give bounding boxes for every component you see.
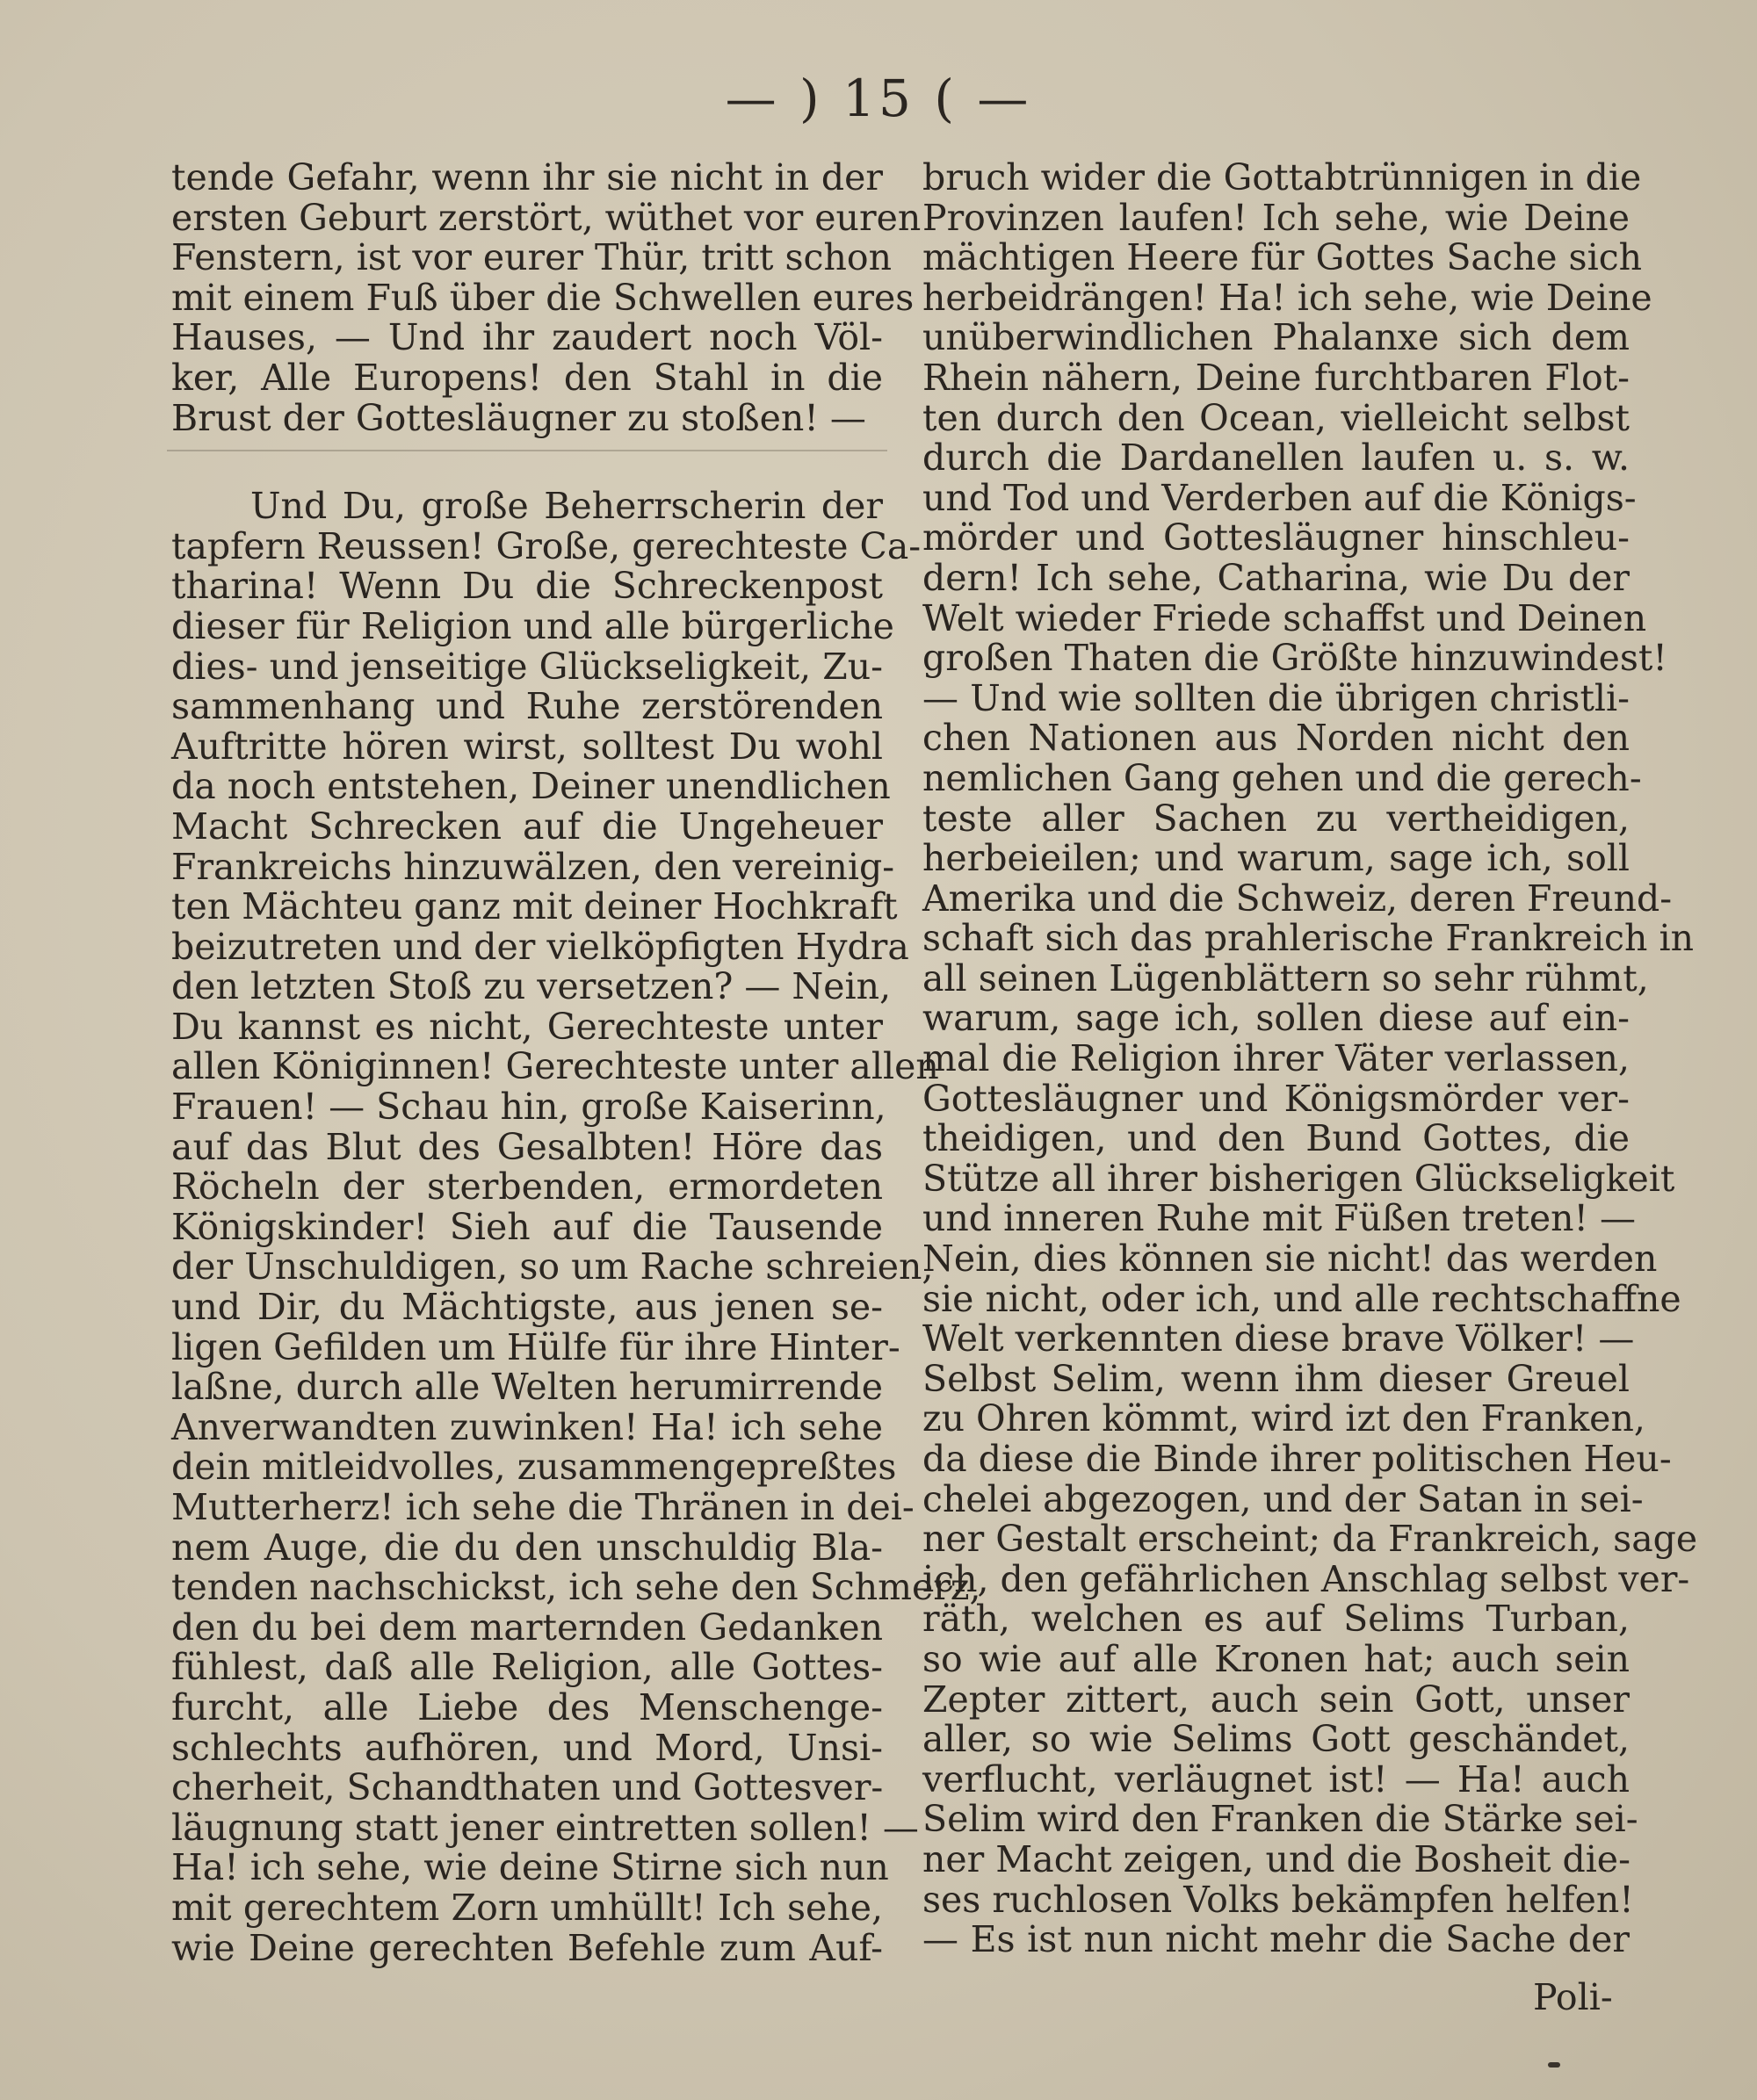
text-line: ses ruchlosen Volks bekämpfen helfen!	[922, 1878, 1634, 1921]
text-line: tenden nachschickst, ich sehe den Schmerz,	[171, 1566, 981, 1609]
text-line: der Unschuldigen, so um Rache schreien,	[171, 1245, 934, 1288]
text-line: tapfern Reussen! Große, gerechteste Ca-	[171, 524, 922, 567]
text-line: Brust der Gottesläugner zu stoßen! —	[171, 396, 866, 439]
text-line: ten Mächteu ganz mit deiner Hochkraft	[171, 885, 898, 928]
text-line: und Tod und Verderben auf die Königs-	[922, 476, 1637, 519]
text-line: unüberwindlichen Phalanxe sich dem	[922, 316, 1630, 359]
paragraph-2	[171, 485, 981, 1969]
text-line: schaft sich das prahlerische Frankreich in	[922, 917, 1694, 960]
text-line: theidigen, und den Bund Gottes, die	[922, 1117, 1630, 1160]
text-line: Selim wird den Franken die Stärke sei-	[922, 1798, 1638, 1841]
text-line: Anverwandten zuwinken! Ha! ich sehe	[171, 1405, 883, 1448]
text-line: beizutreten und der vielköpfigten Hydra	[171, 925, 909, 968]
text-line: chelei abgezogen, und der Satan in sei-	[922, 1477, 1644, 1520]
text-line: Mutterherz! ich sehe die Thränen in dei-	[171, 1486, 915, 1528]
text-line: da noch entstehen, Deiner unendlichen	[171, 765, 891, 808]
text-line: durch die Dardanellen laufen u. s. w.	[922, 437, 1630, 480]
text-line: cherheit, Schandthaten und Gottesver-	[171, 1766, 884, 1809]
text-line: großen Thaten die Größte hinzuwindest!	[922, 637, 1667, 680]
text-line: Welt verkennten diese brave Völker! —	[922, 1317, 1635, 1360]
text-line: herbeidrängen! Ha! ich sehe, wie Deine	[922, 276, 1652, 319]
text-line: ner Macht zeigen, und die Bosheit die-	[922, 1837, 1630, 1880]
text-line: Ha! ich sehe, wie deine Stirne sich nun	[171, 1846, 889, 1889]
text-line: — Und wie sollten die übrigen christli-	[922, 676, 1630, 719]
text-line: Und Du, große Beherrscherin der	[250, 485, 883, 528]
text-line: dies- und jenseitige Glückseligkeit, Zu-	[171, 645, 883, 688]
right-paragraph	[922, 156, 1698, 1961]
text-line: ligen Gefilden um Hülfe für ihre Hinter-	[171, 1325, 900, 1368]
text-line: nem Auge, die du den unschuldig Bla-	[171, 1526, 883, 1569]
text-line: fühlest, daß alle Religion, alle Gottes-	[171, 1646, 883, 1689]
text-line: Rhein nähern, Deine furchtbaren Flot-	[922, 356, 1630, 399]
text-line: tende Gefahr, wenn ihr sie nicht in der	[171, 156, 883, 198]
text-line: Macht Schrecken auf die Ungeheuer	[171, 805, 883, 848]
text-line: warum, sage ich, sollen diese auf ein-	[922, 997, 1630, 1040]
text-line: laßne, durch alle Welten herumirrende	[171, 1366, 883, 1409]
text-line: chen Nationen aus Norden nicht den	[922, 717, 1630, 760]
text-line: Frauen! — Schau hin, große Kaiserinn,	[171, 1086, 886, 1129]
text-line: Gottesläugner und Königsmörder ver-	[922, 1077, 1630, 1120]
text-line: räth, welchen es auf Selims Turban,	[922, 1598, 1630, 1641]
text-line: mit gerechtem Zorn umhüllt! Ich sehe,	[171, 1886, 883, 1929]
text-line: läugnung statt jener eintretten sollen! —	[171, 1806, 919, 1849]
text-line: ich, den gefährlichen Anschlag selbst ver-	[922, 1557, 1690, 1600]
text-line: so wie auf alle Kronen hat; auch sein	[922, 1637, 1630, 1680]
text-line: Fenstern, ist vor eurer Thür, tritt schon	[171, 236, 893, 279]
page-number: — ) 15 ( —	[725, 69, 1032, 128]
text-line: herbeieilen; und warum, sage ich, soll	[922, 837, 1630, 880]
text-line: nemlichen Gang gehen und die gerech-	[922, 756, 1642, 799]
paragraph-divider	[167, 450, 887, 451]
text-line: Provinzen laufen! Ich sehe, wie Deine	[922, 196, 1630, 239]
paragraph-1	[171, 156, 922, 439]
text-line: zu Ohren kömmt, wird izt den Franken,	[922, 1397, 1645, 1440]
text-line: mächtigen Heere für Gottes Sache sich	[922, 236, 1643, 279]
text-line: — Es ist nun nicht mehr die Sache der	[922, 1918, 1630, 1961]
text-line: furcht, alle Liebe des Menschenge-	[171, 1685, 883, 1728]
text-line: ersten Geburt zerstört, wüthet vor euren	[171, 196, 922, 239]
text-line: Stütze all ihrer bisherigen Glückseligkeit	[922, 1157, 1675, 1200]
text-line: da diese die Binde ihrer politischen Heu-	[922, 1438, 1672, 1480]
text-line: Röcheln der sterbenden, ermordeten	[171, 1165, 883, 1209]
text-line: sammenhang und Ruhe zerstörenden	[171, 685, 883, 728]
text-line: Du kannst es nicht, Gerechteste unter	[171, 1005, 883, 1048]
text-line: Zepter zittert, auch sein Gott, unser	[922, 1678, 1630, 1721]
text-line: Amerika und die Schweiz, deren Freund-	[922, 877, 1673, 920]
paragraph-gap	[171, 438, 883, 487]
text-line: dern! Ich sehe, Catharina, wie Du der	[922, 556, 1630, 599]
text-line: ten durch den Ocean, vielleicht selbst	[922, 396, 1630, 439]
text-line: sie nicht, oder ich, und alle rechtschaffne	[922, 1277, 1681, 1320]
text-line: auf das Blut des Gesalbten! Höre das	[171, 1125, 883, 1168]
text-line: mal die Religion ihrer Väter verlassen,	[922, 1037, 1630, 1080]
text-line: schlechts aufhören, und Mord, Unsi-	[171, 1726, 883, 1769]
text-line: mörder und Gottesläugner hinschleu-	[922, 516, 1630, 559]
text-line: Königskinder! Sieh auf die Tausende	[171, 1205, 883, 1248]
text-line: teste aller Sachen zu vertheidigen,	[922, 797, 1630, 840]
text-line: Frankreichs hinzuwälzen, den vereinig-	[171, 845, 895, 888]
text-line: Selbst Selim, wenn ihm dieser Greuel	[922, 1357, 1630, 1400]
text-line: wie Deine gerechten Befehle zum Auf-	[171, 1926, 883, 1969]
catchword: Poli-	[1533, 1976, 1613, 2018]
text-line: mit einem Fuß über die Schwellen eures	[171, 276, 915, 319]
text-line: aller, so wie Selims Gott geschändet,	[922, 1718, 1630, 1761]
text-line: und inneren Ruhe mit Füßen treten! —	[922, 1197, 1636, 1240]
text-line: Auftritte hören wirst, solltest Du wohl	[171, 725, 883, 768]
text-line: den letzten Stoß zu versetzen? — Nein,	[171, 965, 892, 1008]
text-line: all seinen Lügenblättern so sehr rühmt,	[922, 956, 1649, 999]
text-line: tharina! Wenn Du die Schreckenpost	[171, 565, 883, 608]
left-column	[171, 156, 981, 1969]
text-line: dieser für Religion und alle bürgerliche	[171, 604, 894, 647]
text-line: bruch wider die Gottabtrünnigen in die	[922, 156, 1642, 198]
text-line: Hauses, — Und ihr zaudert noch Völ-	[171, 316, 883, 359]
text-line: ker, Alle Europens! den Stahl in die	[171, 356, 883, 399]
text-line: und Dir, du Mächtigste, aus jenen se-	[171, 1286, 883, 1329]
text-line: ner Gestalt erscheint; da Frankreich, sage	[922, 1518, 1698, 1561]
text-line: allen Königinnen! Gerechteste unter allen	[171, 1045, 939, 1088]
right-column	[922, 156, 1698, 1961]
text-line: den du bei dem marternden Gedanken	[171, 1606, 883, 1649]
text-line: Welt wieder Friede schaffst und Deinen	[922, 596, 1647, 639]
text-line: Nein, dies können sie nicht! das werden	[922, 1238, 1658, 1281]
text-line: verflucht, verläugnet ist! — Ha! auch	[922, 1757, 1630, 1801]
text-line: dein mitleidvolles, zusammengepreßtes	[171, 1446, 897, 1489]
ink-mark	[1548, 2062, 1560, 2068]
